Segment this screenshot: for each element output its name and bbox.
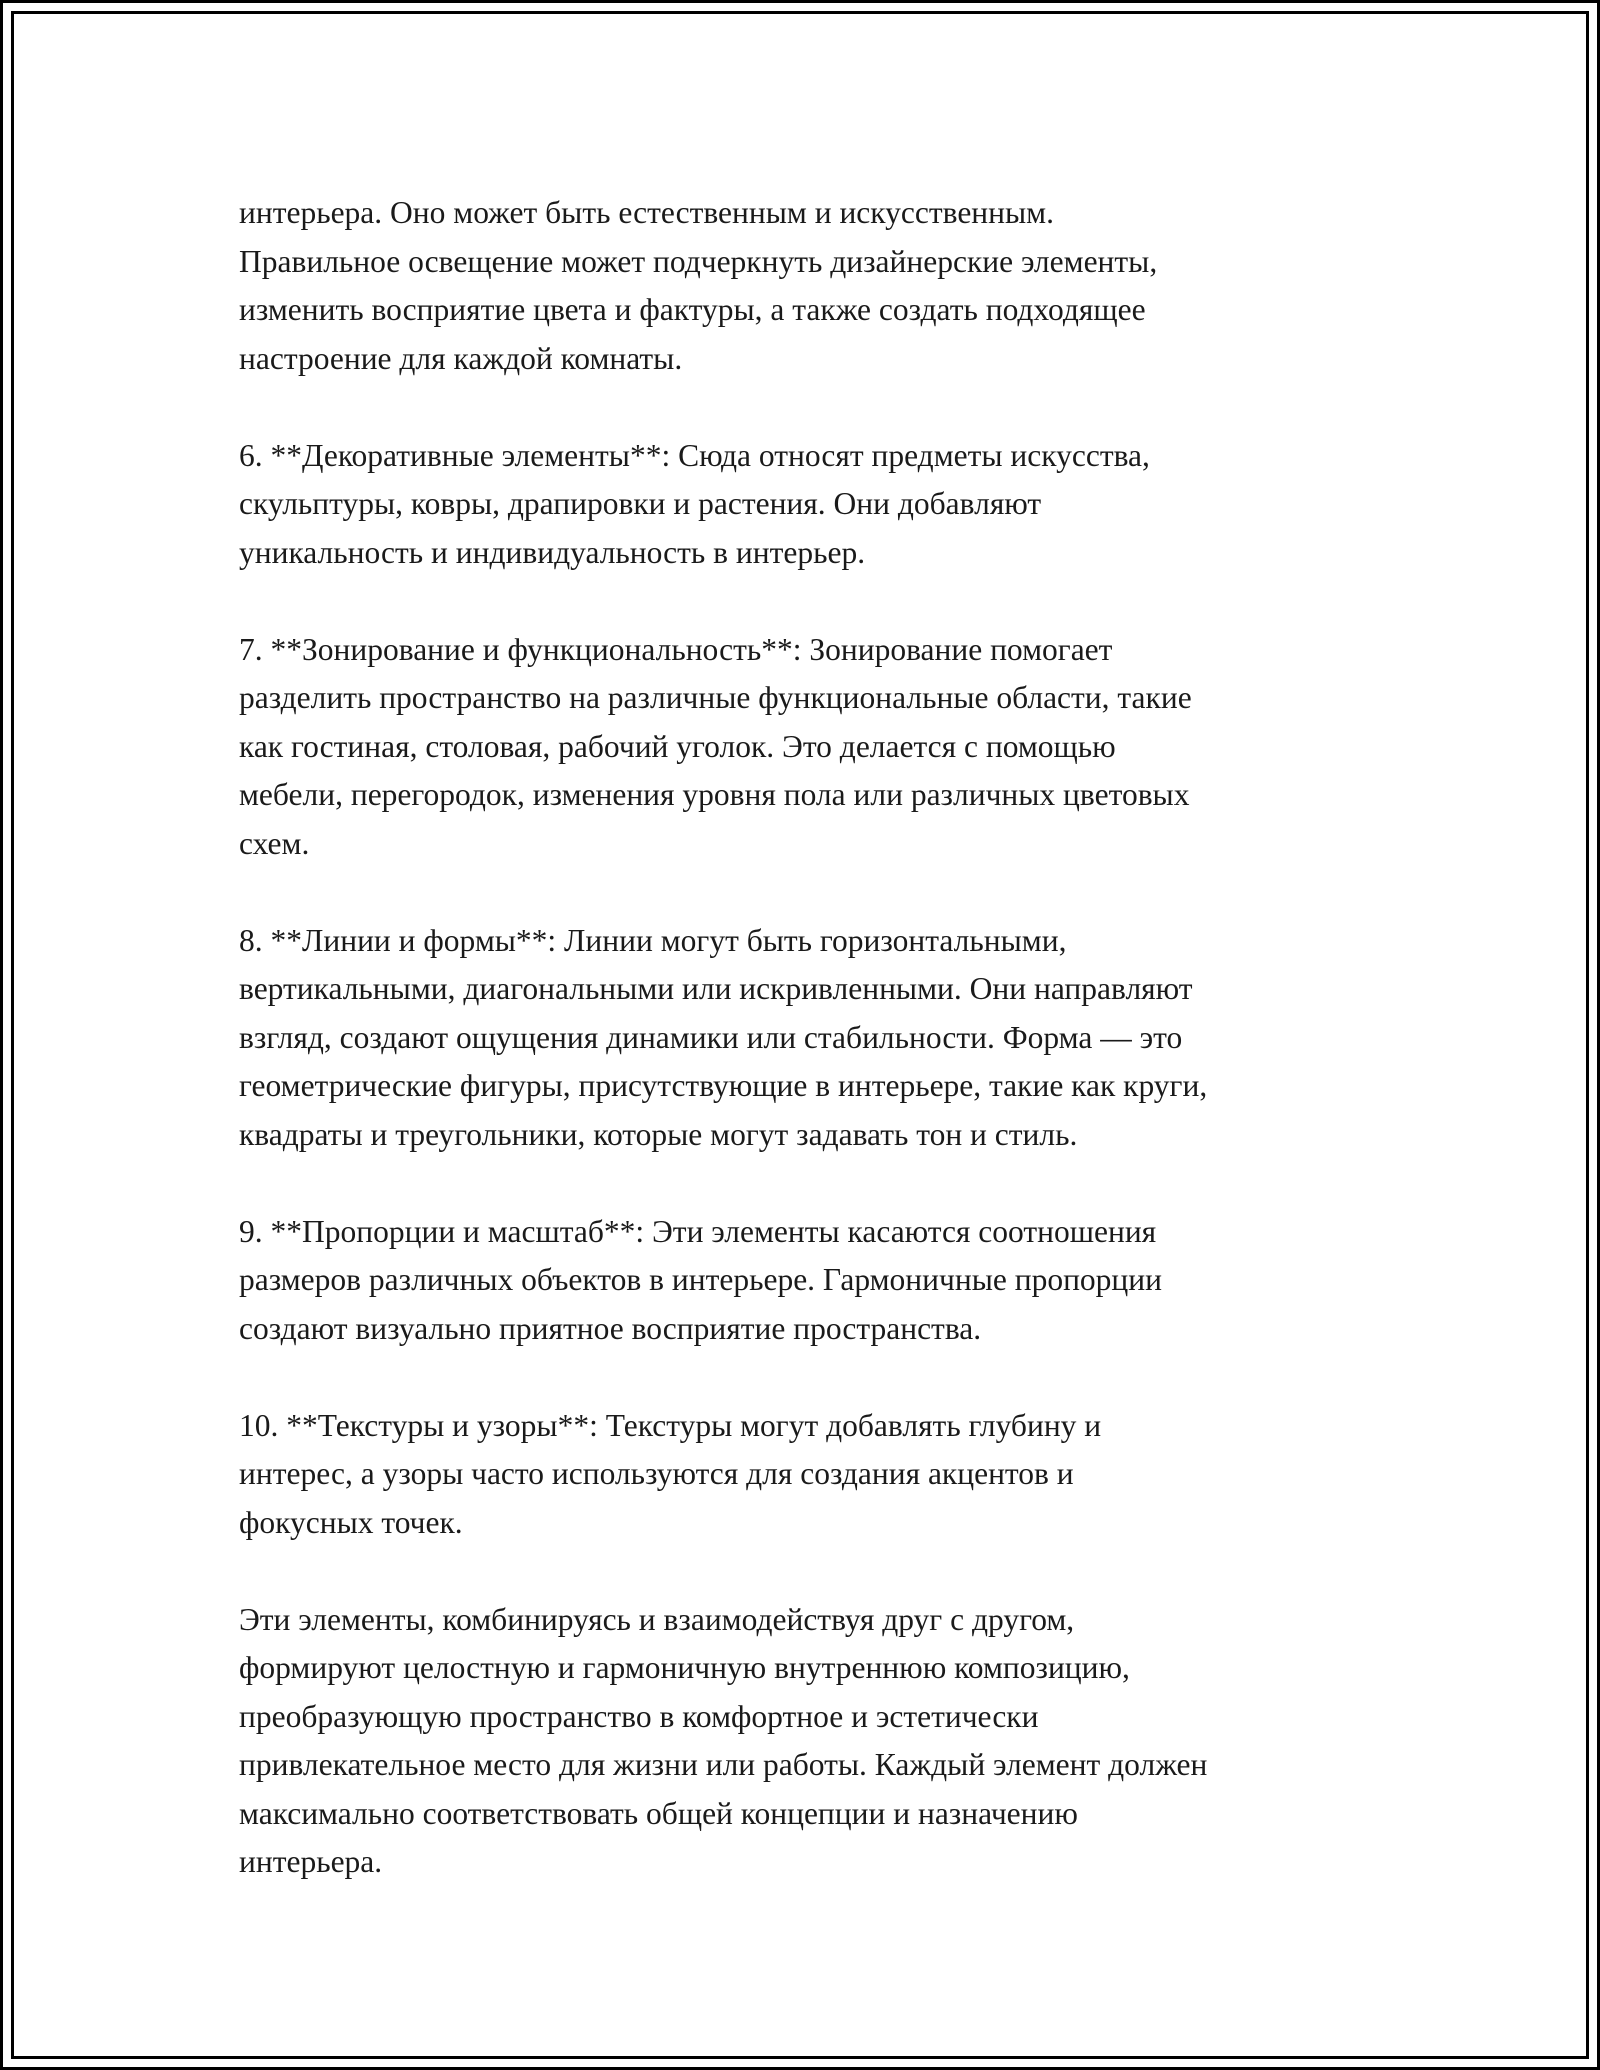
text-line: привлекательное место для жизни или работы. Каждый элемент должен xyxy=(239,1747,1208,1782)
text-line: преобразующую пространство в комфортное и эстетически xyxy=(239,1698,1039,1734)
text-line: интерьера. xyxy=(239,1844,383,1879)
document-body xyxy=(239,189,1419,1935)
text-line: формируют целостную и гармоничную внутреннюю композицию, xyxy=(239,1650,1130,1685)
text-line: Правильное освещение может подчеркнуть дизайнерские элементы, xyxy=(239,243,1158,279)
text-line: Эти элементы, комбинируясь и взаимодействуя друг с другом, xyxy=(239,1601,1075,1637)
paragraph-item-9-proportions xyxy=(239,1208,1419,1354)
text-line: фокусных точек. xyxy=(239,1504,463,1540)
text-line: интерес, а узоры часто используются для создания акцентов и xyxy=(239,1456,1074,1491)
text-line: квадраты и треугольники, которые могут задавать тон и стиль. xyxy=(239,1116,1078,1152)
text-line: 7. **Зонирование и функциональность**: Зонирование помогает xyxy=(239,631,1113,667)
paragraph-lighting-continued xyxy=(239,189,1419,383)
paragraph-item-10-textures xyxy=(239,1402,1419,1548)
text-line: размеров различных объектов в интерьере. Гармоничные пропорции xyxy=(239,1262,1163,1297)
text-line: разделить пространство на различные функциональные области, такие xyxy=(239,680,1192,715)
text-line: схем. xyxy=(239,825,310,861)
text-line: 9. **Пропорции и масштаб**: Эти элементы касаются соотношения xyxy=(239,1213,1157,1249)
text-line: скульптуры, ковры, драпировки и растения. Они добавляют xyxy=(239,486,1042,521)
paragraph-item-7-zoning xyxy=(239,626,1419,869)
text-line: мебели, перегородок, изменения уровня пола или различных цветовых xyxy=(239,777,1190,812)
text-line: интерьера. Оно может быть естественным и искусственным. xyxy=(239,195,1054,230)
text-line: как гостиная, столовая, рабочий уголок. Это делается с помощью xyxy=(239,728,1116,764)
text-line: геометрические фигуры, присутствующие в интерьере, такие как круги, xyxy=(239,1068,1208,1103)
paragraph-conclusion xyxy=(239,1596,1419,1887)
text-line: вертикальными, диагональными или искривленными. Они направляют xyxy=(239,971,1193,1006)
text-line: взгляд, создают ощущения динамики или стабильности. Форма — это xyxy=(239,1019,1183,1055)
paragraph-item-8-lines-forms xyxy=(239,917,1419,1160)
text-line: настроение для каждой комнаты. xyxy=(239,340,683,376)
text-line: изменить восприятие цвета и фактуры, а также создать подходящее xyxy=(239,292,1146,327)
paragraph-item-6-decorative xyxy=(239,432,1419,578)
text-line: максимально соответствовать общей концепции и назначению xyxy=(239,1795,1078,1831)
text-line: уникальность и индивидуальность в интерьер. xyxy=(239,534,866,570)
text-line: 6. **Декоративные элементы**: Сюда относят предметы искусства, xyxy=(239,437,1150,473)
text-line: 8. **Линии и формы**: Линии могут быть горизонтальными, xyxy=(239,922,1067,958)
text-line: 10. **Текстуры и узоры**: Текстуры могут добавлять глубину и xyxy=(239,1407,1102,1443)
text-line: создают визуально приятное восприятие пространства. xyxy=(239,1310,982,1346)
